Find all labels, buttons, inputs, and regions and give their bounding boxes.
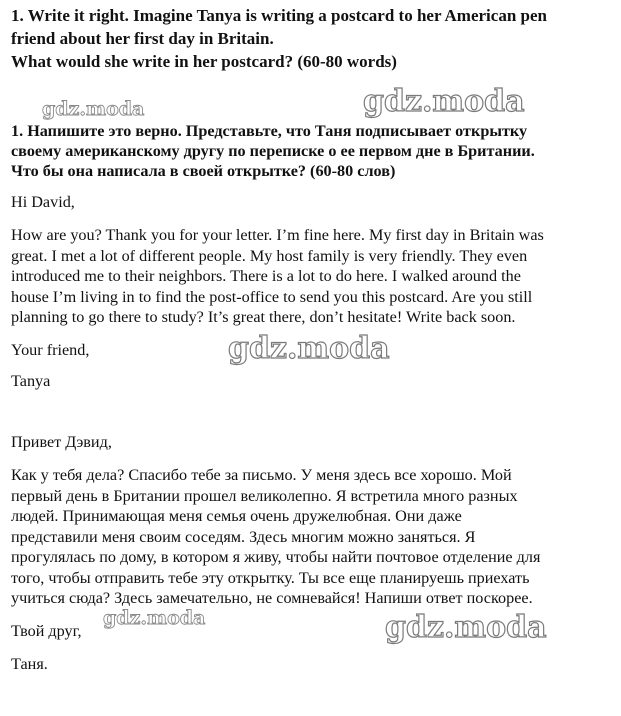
letter-ru-body-line: людей. Принимающая меня семья очень дружелюбная. Они даже <box>11 507 462 525</box>
letter-en-signature: Tanya <box>11 372 51 390</box>
letter-en-body-line: planning to go there to study? It’s great there, don’t hesitate! Write back soon. <box>11 308 516 326</box>
task-english-line: What would she write in her postcard? (60-80 words) <box>11 52 397 71</box>
watermark: gdz.moda <box>363 84 525 119</box>
task-english <box>11 4 611 73</box>
watermark: gdz.moda <box>103 607 206 629</box>
task-english-line: friend about her first day in Britain. <box>11 29 274 48</box>
task-russian-line: 1. Напишите это верно. Представьте, что Таня подписывает открытку <box>11 122 528 140</box>
letter-ru-body <box>11 465 611 609</box>
letter-ru-body-line: учиться сюда? Здесь замечательно, не сомневайся! Напиши ответ поскорее. <box>11 589 533 607</box>
letter-en-greeting: Hi David, <box>11 193 75 211</box>
letter-ru-body-line: Как у тебя дела? Спасибо тебе за письмо. У меня здесь все хорошо. Мой <box>11 466 512 484</box>
watermark: gdz.moda <box>228 331 390 366</box>
letter-ru-body-line: того, чтобы отправить тебе эту открытку. Ты все еще планируешь приехать <box>11 568 530 587</box>
letter-en-body-line: great. I met a lot of different people. My host family is very friendly. They even <box>11 246 528 265</box>
task-english-line: 1. Write it right. Imagine Tanya is writing a postcard to her American pen <box>11 6 547 25</box>
letter-ru-greeting: Привет Дэвид, <box>11 433 112 451</box>
letter-en-body <box>11 225 611 328</box>
letter-ru-body-line: первый день в Британии прошел великолепно. Я встретила много разных <box>11 486 518 505</box>
letter-ru-signature: Таня. <box>11 655 48 673</box>
letter-ru-body-line: представили меня своим соседям. Здесь многим можно заняться. Я <box>11 527 476 546</box>
letter-en-body-line: introduced me to their neighbors. There is a lot to do here. I walked around the <box>11 267 521 285</box>
watermark: gdz.moda <box>42 98 145 120</box>
letter-ru-closing: Твой друг, <box>11 622 82 640</box>
letter-en-body-line: house I’m living in to find the post-office to send you this postcard. Are you still <box>11 287 533 306</box>
letter-en-closing: Your friend, <box>11 341 90 359</box>
task-russian-line: своему американскому другу по переписке о ее первом дне в Британии. <box>11 142 535 160</box>
watermark: gdz.moda <box>385 610 547 645</box>
letter-en-body-line: How are you? Thank you for your letter. I’m fine here. My first day in Britain was <box>11 226 544 244</box>
letter-ru-body-line: прогулялась по дому, в котором я живу, чтобы найти почтовое отделение для <box>11 548 541 566</box>
task-russian <box>11 121 611 181</box>
task-russian-line: Что бы она написала в своей открытке? (60-80 слов) <box>11 162 396 180</box>
